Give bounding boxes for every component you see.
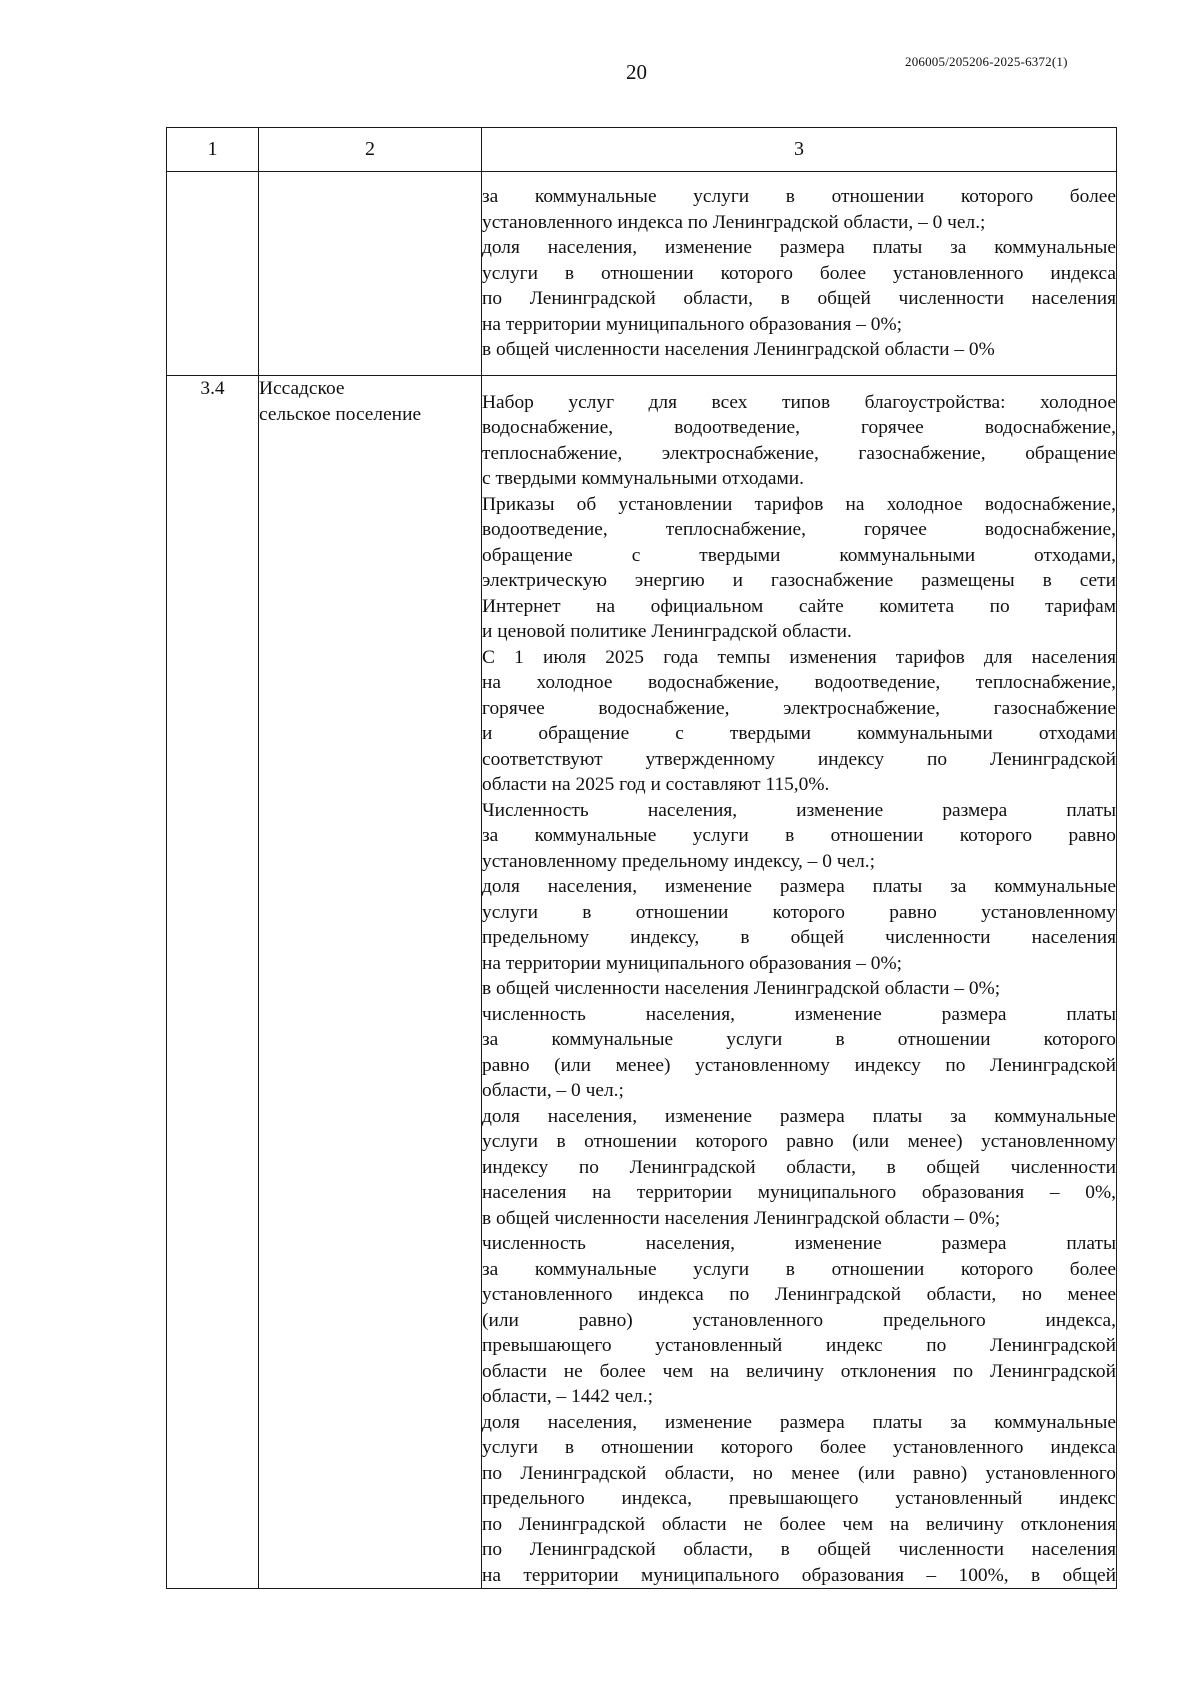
description-line: за коммунальные услуги в отношении которого более (482, 186, 1116, 207)
description-line: Численность населения, изменение размера платы (482, 799, 1116, 821)
description-line: предельного индекса, превышающего установленный индекс (482, 1488, 1116, 1509)
row-description-cell (482, 172, 1117, 376)
row-name-cell (259, 375, 482, 1589)
description-line: в общей численности населения Ленинградской области – 0%; (482, 978, 1001, 999)
description-line: установленному предельному индексу, – 0 чел.; (482, 850, 876, 872)
description-line: на территории муниципального образования – 100%, в общей (482, 1564, 1116, 1586)
municipality-name-line: Иссадское (259, 377, 345, 399)
description-line: и ценовой политике Ленинградской области. (482, 621, 852, 642)
description-line: по Ленинградской области не более чем на величину отклонения (482, 1513, 1116, 1535)
description-line: теплоснабжение, электроснабжение, газоснабжение, обращение (482, 442, 1116, 464)
description-line: услуги в отношении которого более установленного индекса (482, 262, 1116, 284)
description-line: услуги в отношении которого равно установленному (482, 901, 1116, 923)
description-line: равно (или менее) установленному индексу по Ленинградской (482, 1054, 1116, 1076)
description-line: за коммунальные услуги в отношении которого равно (482, 825, 1116, 846)
description-line: по Ленинградской области, в общей численности населения (482, 288, 1116, 309)
description-line: установленного индекса по Ленинградской области, – 0 чел.; (482, 211, 986, 233)
document-id: 206005/205206-2025-6372(1) (905, 54, 1068, 69)
description-line: на холодное водоснабжение, водоотведение, теплоснабжение, (482, 672, 1116, 693)
description-line: электрическую энергию и газоснабжение размещены в сети (482, 570, 1116, 591)
row-number-cell (167, 172, 259, 376)
description-line: водоснабжение, водоотведение, горячее водоснабжение, (482, 417, 1116, 438)
description-line: С 1 июля 2025 года темпы изменения тарифов для населения (482, 646, 1116, 668)
description-line: услуги в отношении которого равно (или менее) установленному (482, 1131, 1116, 1152)
description-line: Набор услуг для всех типов благоустройства: холодное (482, 391, 1116, 413)
table-row-continuation (167, 172, 1117, 376)
description-line: на территории муниципального образования – 0%; (482, 313, 903, 335)
description-line: области на 2025 год и составляют 115,0%. (482, 774, 830, 795)
description-line: численность населения, изменение размера платы (482, 1233, 1116, 1254)
description-line: установленного индекса по Ленинградской области, но менее (482, 1284, 1116, 1305)
description-line: за коммунальные услуги в отношении которого (482, 1029, 1116, 1050)
description-line: доля населения, изменение размера платы за коммунальные (482, 1411, 1116, 1433)
description-line: доля населения, изменение размера платы за коммунальные (482, 237, 1116, 258)
row-name-cell (259, 172, 482, 376)
header-col-2: 2 (259, 128, 482, 172)
description-line: доля населения, изменение размера платы за коммунальные (482, 876, 1116, 897)
description-line: услуги в отношении которого более установленного индекса (482, 1437, 1116, 1458)
description-line: Приказы об установлении тарифов на холодное водоснабжение, (482, 493, 1116, 515)
description-line: индексу по Ленинградской области, в общей численности (482, 1156, 1116, 1178)
description-line: водоотведение, теплоснабжение, горячее водоснабжение, (482, 519, 1116, 540)
table-header-row (167, 128, 1117, 172)
row-description-cell (482, 375, 1117, 1589)
description-line: превышающего установленный индекс по Ленинградской (482, 1335, 1116, 1356)
municipality-name-line: сельское поселение (259, 403, 422, 425)
description-line: на территории муниципального образования – 0%; (482, 952, 903, 974)
tariff-table (166, 127, 1117, 1589)
description-line: области, – 0 чел.; (482, 1080, 624, 1101)
description-line: (или равно) установленного предельного индекса, (482, 1309, 1116, 1331)
row-number-cell: 3.4 (167, 375, 259, 1589)
page-number: 20 (626, 60, 647, 84)
header-col-3: 3 (482, 128, 1117, 172)
header-col-1: 1 (167, 128, 259, 172)
table-row-3-4 (167, 375, 1117, 1589)
description-line: по Ленинградской области, в общей численности населения (482, 1539, 1116, 1560)
description-line: доля населения, изменение размера платы за коммунальные (482, 1105, 1116, 1127)
description-line: Интернет на официальном сайте комитета по тарифам (482, 595, 1116, 617)
description-line: области, – 1442 чел.; (482, 1386, 653, 1407)
description-line: соответствуют утвержденному индексу по Ленинградской (482, 748, 1116, 770)
description-line: по Ленинградской области, но менее (или равно) установленного (482, 1462, 1116, 1484)
description-line: в общей численности населения Ленинградской области – 0%; (482, 1207, 1001, 1229)
description-line: области не более чем на величину отклонения по Ленинградской (482, 1360, 1116, 1382)
description-line: и обращение с твердыми коммунальными отходами (482, 723, 1116, 744)
description-line: горячее водоснабжение, электроснабжение, газоснабжение (482, 697, 1116, 719)
description-line: в общей численности населения Ленинградской области – 0% (482, 339, 995, 360)
description-line: населения на территории муниципального образования – 0%, (482, 1182, 1116, 1203)
description-line: обращение с твердыми коммунальными отходами, (482, 544, 1116, 566)
description-line: предельному индексу, в общей численности населения (482, 927, 1116, 948)
description-line: с твердыми коммунальными отходами. (482, 468, 804, 489)
description-line: за коммунальные услуги в отношении которого более (482, 1258, 1116, 1280)
description-line: численность населения, изменение размера платы (482, 1003, 1116, 1025)
